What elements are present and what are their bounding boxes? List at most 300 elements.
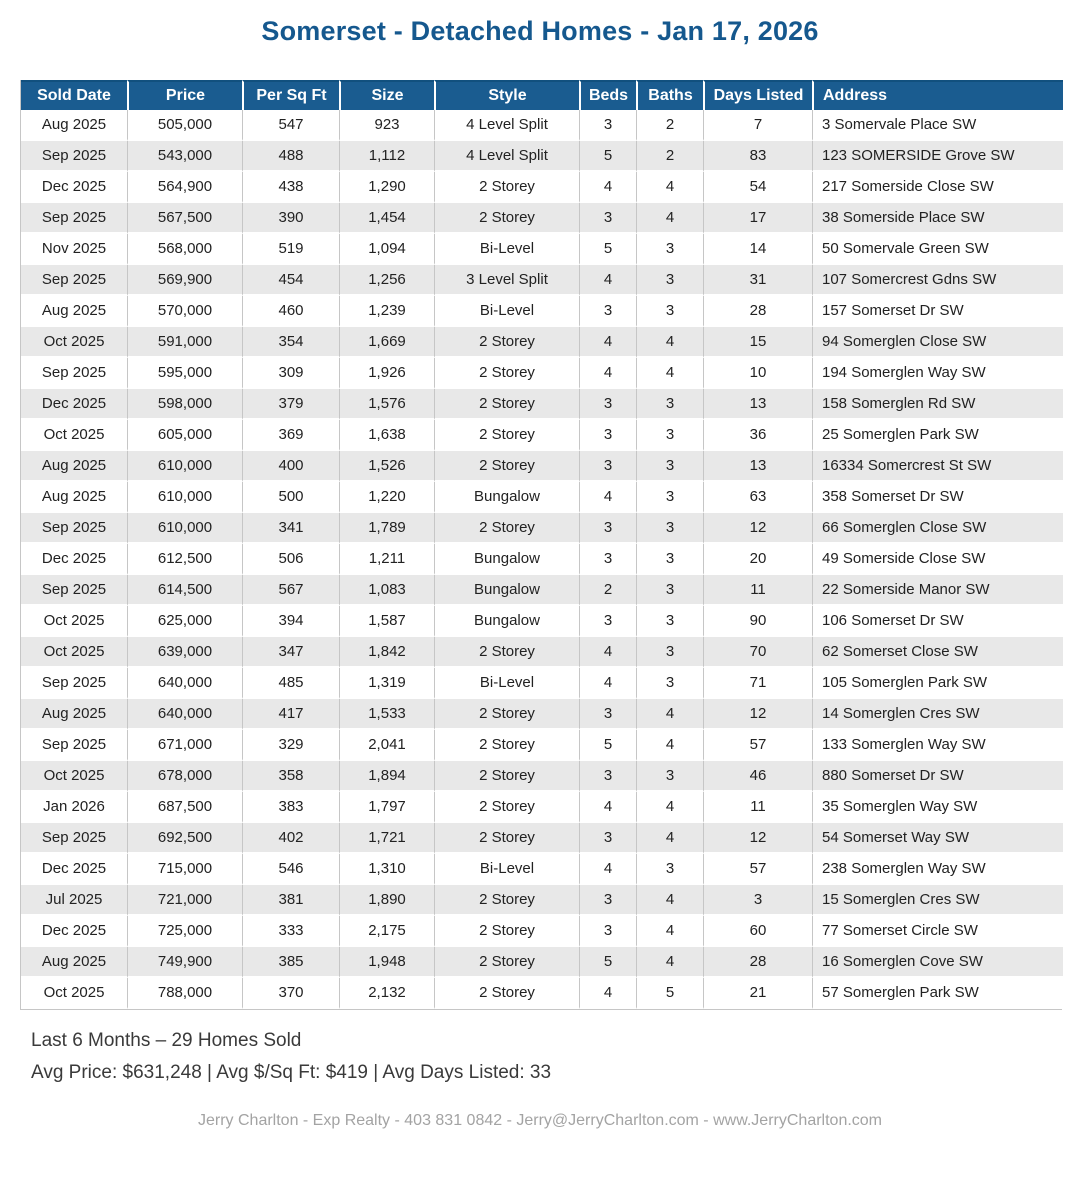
table-row <box>21 203 1063 234</box>
table-row <box>21 544 1063 575</box>
cell-per-sq-ft: 546 <box>242 854 339 885</box>
cell-baths: 3 <box>636 482 703 513</box>
cell-per-sq-ft: 383 <box>242 792 339 823</box>
table-body <box>21 110 1063 1009</box>
cell-baths: 4 <box>636 327 703 358</box>
cell-beds: 4 <box>579 358 636 389</box>
cell-sold-date: Sep 2025 <box>21 141 127 172</box>
cell-days-listed: 20 <box>703 544 812 575</box>
cell-per-sq-ft: 488 <box>242 141 339 172</box>
cell-beds: 3 <box>579 606 636 637</box>
cell-address: 62 Somerset Close SW <box>812 637 1063 668</box>
cell-beds: 4 <box>579 978 636 1009</box>
cell-price: 612,500 <box>127 544 242 575</box>
cell-address: 194 Somerglen Way SW <box>812 358 1063 389</box>
cell-per-sq-ft: 369 <box>242 420 339 451</box>
cell-baths: 2 <box>636 110 703 141</box>
cell-days-listed: 13 <box>703 451 812 482</box>
cell-price: 567,500 <box>127 203 242 234</box>
cell-address: 105 Somerglen Park SW <box>812 668 1063 699</box>
cell-size: 1,526 <box>339 451 434 482</box>
cell-address: 238 Somerglen Way SW <box>812 854 1063 885</box>
cell-address: 880 Somerset Dr SW <box>812 761 1063 792</box>
cell-beds: 3 <box>579 389 636 420</box>
column-header-price: Price <box>127 80 242 110</box>
page-title: Somerset - Detached Homes - Jan 17, 2026 <box>261 16 819 46</box>
cell-days-listed: 83 <box>703 141 812 172</box>
cell-price: 569,900 <box>127 265 242 296</box>
column-header-style: Style <box>434 80 579 110</box>
cell-price: 749,900 <box>127 947 242 978</box>
cell-style: 2 Storey <box>434 916 579 947</box>
cell-per-sq-ft: 454 <box>242 265 339 296</box>
cell-address: 14 Somerglen Cres SW <box>812 699 1063 730</box>
cell-price: 692,500 <box>127 823 242 854</box>
cell-address: 217 Somerside Close SW <box>812 172 1063 203</box>
cell-baths: 4 <box>636 358 703 389</box>
table-header <box>21 80 1063 110</box>
cell-price: 610,000 <box>127 451 242 482</box>
cell-style: 2 Storey <box>434 761 579 792</box>
cell-days-listed: 21 <box>703 978 812 1009</box>
cell-size: 1,220 <box>339 482 434 513</box>
cell-days-listed: 57 <box>703 854 812 885</box>
cell-style: Bi-Level <box>434 668 579 699</box>
cell-price: 715,000 <box>127 854 242 885</box>
cell-size: 1,211 <box>339 544 434 575</box>
cell-baths: 3 <box>636 606 703 637</box>
cell-baths: 3 <box>636 389 703 420</box>
cell-beds: 3 <box>579 823 636 854</box>
cell-sold-date: Oct 2025 <box>21 637 127 668</box>
cell-sold-date: Jul 2025 <box>21 885 127 916</box>
cell-beds: 4 <box>579 482 636 513</box>
cell-style: Bungalow <box>434 482 579 513</box>
cell-sold-date: Aug 2025 <box>21 482 127 513</box>
cell-price: 678,000 <box>127 761 242 792</box>
table-row <box>21 668 1063 699</box>
cell-address: 157 Somerset Dr SW <box>812 296 1063 327</box>
cell-days-listed: 71 <box>703 668 812 699</box>
table-row <box>21 513 1063 544</box>
cell-size: 1,083 <box>339 575 434 606</box>
cell-address: 77 Somerset Circle SW <box>812 916 1063 947</box>
cell-style: 4 Level Split <box>434 141 579 172</box>
table-row <box>21 637 1063 668</box>
cell-beds: 3 <box>579 420 636 451</box>
sales-table <box>21 80 1063 1009</box>
cell-days-listed: 57 <box>703 730 812 761</box>
cell-size: 1,894 <box>339 761 434 792</box>
cell-address: 22 Somerside Manor SW <box>812 575 1063 606</box>
cell-per-sq-ft: 547 <box>242 110 339 141</box>
cell-price: 568,000 <box>127 234 242 265</box>
cell-size: 1,454 <box>339 203 434 234</box>
cell-days-listed: 12 <box>703 513 812 544</box>
cell-baths: 3 <box>636 451 703 482</box>
cell-address: 54 Somerset Way SW <box>812 823 1063 854</box>
cell-size: 1,890 <box>339 885 434 916</box>
column-header-per-sq-ft: Per Sq Ft <box>242 80 339 110</box>
column-header-sold-date: Sold Date <box>21 80 127 110</box>
cell-address: 35 Somerglen Way SW <box>812 792 1063 823</box>
cell-baths: 4 <box>636 730 703 761</box>
cell-beds: 5 <box>579 141 636 172</box>
table-row <box>21 761 1063 792</box>
cell-style: 2 Storey <box>434 699 579 730</box>
table-row <box>21 420 1063 451</box>
cell-days-listed: 31 <box>703 265 812 296</box>
cell-sold-date: Oct 2025 <box>21 978 127 1009</box>
table-row <box>21 141 1063 172</box>
cell-days-listed: 12 <box>703 699 812 730</box>
cell-baths: 3 <box>636 637 703 668</box>
agent-contact-footer: Jerry Charlton - Exp Realty - 403 831 0842 - Jerry@JerryCharlton.com - www.JerryCharlton.com <box>197 1112 883 1129</box>
cell-address: 3 Somervale Place SW <box>812 110 1063 141</box>
cell-style: 2 Storey <box>434 637 579 668</box>
cell-sold-date: Jan 2026 <box>21 792 127 823</box>
cell-sold-date: Aug 2025 <box>21 451 127 482</box>
cell-sold-date: Aug 2025 <box>21 296 127 327</box>
cell-baths: 3 <box>636 575 703 606</box>
cell-per-sq-ft: 417 <box>242 699 339 730</box>
cell-size: 2,041 <box>339 730 434 761</box>
cell-beds: 3 <box>579 761 636 792</box>
sales-table-container <box>20 80 1062 1010</box>
cell-price: 610,000 <box>127 482 242 513</box>
cell-per-sq-ft: 402 <box>242 823 339 854</box>
cell-price: 505,000 <box>127 110 242 141</box>
cell-days-listed: 46 <box>703 761 812 792</box>
cell-style: Bi-Level <box>434 296 579 327</box>
cell-beds: 3 <box>579 916 636 947</box>
cell-beds: 3 <box>579 513 636 544</box>
cell-days-listed: 12 <box>703 823 812 854</box>
cell-price: 543,000 <box>127 141 242 172</box>
cell-style: 2 Storey <box>434 823 579 854</box>
cell-style: Bungalow <box>434 544 579 575</box>
cell-address: 50 Somervale Green SW <box>812 234 1063 265</box>
cell-style: 2 Storey <box>434 885 579 916</box>
cell-size: 1,789 <box>339 513 434 544</box>
cell-days-listed: 28 <box>703 947 812 978</box>
cell-per-sq-ft: 333 <box>242 916 339 947</box>
cell-style: Bi-Level <box>434 854 579 885</box>
cell-per-sq-ft: 347 <box>242 637 339 668</box>
cell-per-sq-ft: 370 <box>242 978 339 1009</box>
cell-beds: 5 <box>579 234 636 265</box>
cell-size: 1,638 <box>339 420 434 451</box>
cell-baths: 4 <box>636 823 703 854</box>
cell-address: 38 Somerside Place SW <box>812 203 1063 234</box>
cell-price: 640,000 <box>127 699 242 730</box>
cell-sold-date: Oct 2025 <box>21 761 127 792</box>
cell-size: 1,948 <box>339 947 434 978</box>
cell-address: 49 Somerside Close SW <box>812 544 1063 575</box>
cell-price: 610,000 <box>127 513 242 544</box>
table-row <box>21 575 1063 606</box>
cell-size: 1,926 <box>339 358 434 389</box>
cell-days-listed: 36 <box>703 420 812 451</box>
cell-baths: 3 <box>636 513 703 544</box>
cell-sold-date: Dec 2025 <box>21 854 127 885</box>
cell-style: 2 Storey <box>434 978 579 1009</box>
table-row <box>21 172 1063 203</box>
cell-price: 721,000 <box>127 885 242 916</box>
cell-beds: 5 <box>579 947 636 978</box>
cell-address: 107 Somercrest Gdns SW <box>812 265 1063 296</box>
cell-size: 2,175 <box>339 916 434 947</box>
cell-beds: 3 <box>579 451 636 482</box>
summary-section <box>31 1030 1080 1084</box>
cell-beds: 4 <box>579 327 636 358</box>
cell-sold-date: Sep 2025 <box>21 513 127 544</box>
cell-baths: 3 <box>636 668 703 699</box>
cell-size: 923 <box>339 110 434 141</box>
cell-address: 15 Somerglen Cres SW <box>812 885 1063 916</box>
cell-sold-date: Dec 2025 <box>21 389 127 420</box>
cell-baths: 3 <box>636 420 703 451</box>
cell-days-listed: 28 <box>703 296 812 327</box>
cell-baths: 3 <box>636 265 703 296</box>
cell-style: 2 Storey <box>434 389 579 420</box>
cell-sold-date: Aug 2025 <box>21 110 127 141</box>
cell-baths: 5 <box>636 978 703 1009</box>
cell-address: 57 Somerglen Park SW <box>812 978 1063 1009</box>
table-row <box>21 854 1063 885</box>
cell-baths: 4 <box>636 203 703 234</box>
table-row <box>21 358 1063 389</box>
cell-beds: 3 <box>579 296 636 327</box>
cell-per-sq-ft: 519 <box>242 234 339 265</box>
cell-address: 16334 Somercrest St SW <box>812 451 1063 482</box>
cell-per-sq-ft: 358 <box>242 761 339 792</box>
cell-days-listed: 90 <box>703 606 812 637</box>
cell-per-sq-ft: 500 <box>242 482 339 513</box>
cell-style: 2 Storey <box>434 947 579 978</box>
cell-price: 595,000 <box>127 358 242 389</box>
cell-per-sq-ft: 506 <box>242 544 339 575</box>
cell-price: 605,000 <box>127 420 242 451</box>
table-row <box>21 730 1063 761</box>
cell-days-listed: 15 <box>703 327 812 358</box>
cell-sold-date: Oct 2025 <box>21 420 127 451</box>
cell-sold-date: Sep 2025 <box>21 203 127 234</box>
cell-baths: 4 <box>636 699 703 730</box>
cell-address: 66 Somerglen Close SW <box>812 513 1063 544</box>
cell-per-sq-ft: 341 <box>242 513 339 544</box>
table-row <box>21 978 1063 1009</box>
cell-baths: 3 <box>636 854 703 885</box>
cell-sold-date: Aug 2025 <box>21 947 127 978</box>
cell-baths: 4 <box>636 947 703 978</box>
table-row <box>21 327 1063 358</box>
cell-size: 1,310 <box>339 854 434 885</box>
cell-style: 2 Storey <box>434 451 579 482</box>
cell-size: 1,290 <box>339 172 434 203</box>
cell-price: 788,000 <box>127 978 242 1009</box>
cell-days-listed: 70 <box>703 637 812 668</box>
table-row <box>21 823 1063 854</box>
cell-sold-date: Sep 2025 <box>21 265 127 296</box>
cell-sold-date: Dec 2025 <box>21 544 127 575</box>
cell-style: 2 Storey <box>434 792 579 823</box>
cell-beds: 4 <box>579 668 636 699</box>
cell-sold-date: Sep 2025 <box>21 823 127 854</box>
column-header-address: Address <box>812 80 1063 110</box>
table-row <box>21 234 1063 265</box>
summary-homes-sold: Last 6 Months – 29 Homes Sold <box>31 1030 302 1051</box>
cell-size: 1,576 <box>339 389 434 420</box>
cell-size: 1,094 <box>339 234 434 265</box>
table-row <box>21 451 1063 482</box>
cell-style: 4 Level Split <box>434 110 579 141</box>
cell-sold-date: Sep 2025 <box>21 358 127 389</box>
cell-beds: 4 <box>579 792 636 823</box>
cell-address: 25 Somerglen Park SW <box>812 420 1063 451</box>
cell-beds: 5 <box>579 730 636 761</box>
cell-baths: 3 <box>636 544 703 575</box>
cell-per-sq-ft: 381 <box>242 885 339 916</box>
cell-style: Bungalow <box>434 575 579 606</box>
cell-style: 2 Storey <box>434 327 579 358</box>
cell-baths: 4 <box>636 916 703 947</box>
table-row <box>21 389 1063 420</box>
cell-address: 358 Somerset Dr SW <box>812 482 1063 513</box>
column-header-beds: Beds <box>579 80 636 110</box>
cell-baths: 2 <box>636 141 703 172</box>
cell-beds: 3 <box>579 203 636 234</box>
cell-sold-date: Sep 2025 <box>21 575 127 606</box>
cell-price: 564,900 <box>127 172 242 203</box>
cell-beds: 4 <box>579 637 636 668</box>
cell-days-listed: 13 <box>703 389 812 420</box>
cell-per-sq-ft: 460 <box>242 296 339 327</box>
cell-baths: 3 <box>636 761 703 792</box>
table-row <box>21 885 1063 916</box>
cell-days-listed: 54 <box>703 172 812 203</box>
cell-per-sq-ft: 309 <box>242 358 339 389</box>
cell-per-sq-ft: 354 <box>242 327 339 358</box>
cell-style: 2 Storey <box>434 203 579 234</box>
cell-price: 725,000 <box>127 916 242 947</box>
cell-size: 1,112 <box>339 141 434 172</box>
cell-days-listed: 63 <box>703 482 812 513</box>
cell-address: 123 SOMERSIDE Grove SW <box>812 141 1063 172</box>
cell-beds: 3 <box>579 110 636 141</box>
cell-price: 591,000 <box>127 327 242 358</box>
cell-per-sq-ft: 390 <box>242 203 339 234</box>
table-row <box>21 947 1063 978</box>
cell-beds: 3 <box>579 544 636 575</box>
cell-sold-date: Aug 2025 <box>21 699 127 730</box>
cell-price: 640,000 <box>127 668 242 699</box>
cell-price: 614,500 <box>127 575 242 606</box>
cell-price: 598,000 <box>127 389 242 420</box>
column-header-size: Size <box>339 80 434 110</box>
cell-price: 687,500 <box>127 792 242 823</box>
cell-beds: 2 <box>579 575 636 606</box>
cell-size: 1,239 <box>339 296 434 327</box>
cell-beds: 3 <box>579 885 636 916</box>
cell-days-listed: 11 <box>703 792 812 823</box>
cell-sold-date: Sep 2025 <box>21 668 127 699</box>
cell-style: 2 Storey <box>434 420 579 451</box>
cell-style: Bungalow <box>434 606 579 637</box>
cell-size: 1,797 <box>339 792 434 823</box>
cell-style: Bi-Level <box>434 234 579 265</box>
column-header-baths: Baths <box>636 80 703 110</box>
cell-address: 16 Somerglen Cove SW <box>812 947 1063 978</box>
cell-sold-date: Dec 2025 <box>21 916 127 947</box>
cell-beds: 4 <box>579 265 636 296</box>
cell-per-sq-ft: 385 <box>242 947 339 978</box>
cell-baths: 4 <box>636 792 703 823</box>
cell-days-listed: 17 <box>703 203 812 234</box>
cell-per-sq-ft: 329 <box>242 730 339 761</box>
cell-size: 1,533 <box>339 699 434 730</box>
header-row <box>21 80 1063 110</box>
cell-address: 94 Somerglen Close SW <box>812 327 1063 358</box>
cell-per-sq-ft: 438 <box>242 172 339 203</box>
cell-address: 106 Somerset Dr SW <box>812 606 1063 637</box>
cell-style: 2 Storey <box>434 513 579 544</box>
cell-size: 1,319 <box>339 668 434 699</box>
cell-size: 1,721 <box>339 823 434 854</box>
table-row <box>21 296 1063 327</box>
cell-price: 625,000 <box>127 606 242 637</box>
table-row <box>21 606 1063 637</box>
cell-style: 2 Storey <box>434 730 579 761</box>
cell-days-listed: 11 <box>703 575 812 606</box>
table-row <box>21 699 1063 730</box>
cell-baths: 3 <box>636 234 703 265</box>
cell-address: 158 Somerglen Rd SW <box>812 389 1063 420</box>
cell-beds: 4 <box>579 172 636 203</box>
table-row <box>21 792 1063 823</box>
cell-per-sq-ft: 485 <box>242 668 339 699</box>
cell-days-listed: 3 <box>703 885 812 916</box>
column-header-days-listed: Days Listed <box>703 80 812 110</box>
cell-baths: 4 <box>636 172 703 203</box>
cell-price: 639,000 <box>127 637 242 668</box>
cell-days-listed: 10 <box>703 358 812 389</box>
cell-beds: 3 <box>579 699 636 730</box>
table-row <box>21 482 1063 513</box>
table-row <box>21 110 1063 141</box>
cell-beds: 4 <box>579 854 636 885</box>
cell-style: 2 Storey <box>434 358 579 389</box>
table-row <box>21 916 1063 947</box>
table-row <box>21 265 1063 296</box>
cell-sold-date: Dec 2025 <box>21 172 127 203</box>
cell-baths: 4 <box>636 885 703 916</box>
cell-size: 1,256 <box>339 265 434 296</box>
cell-style: 3 Level Split <box>434 265 579 296</box>
cell-per-sq-ft: 379 <box>242 389 339 420</box>
cell-price: 570,000 <box>127 296 242 327</box>
cell-sold-date: Nov 2025 <box>21 234 127 265</box>
cell-size: 1,669 <box>339 327 434 358</box>
cell-days-listed: 7 <box>703 110 812 141</box>
cell-address: 133 Somerglen Way SW <box>812 730 1063 761</box>
cell-sold-date: Oct 2025 <box>21 606 127 637</box>
cell-days-listed: 14 <box>703 234 812 265</box>
cell-size: 2,132 <box>339 978 434 1009</box>
cell-size: 1,587 <box>339 606 434 637</box>
cell-per-sq-ft: 400 <box>242 451 339 482</box>
summary-averages: Avg Price: $631,248 | Avg $/Sq Ft: $419 | Avg Days Listed: 33 <box>31 1062 552 1083</box>
